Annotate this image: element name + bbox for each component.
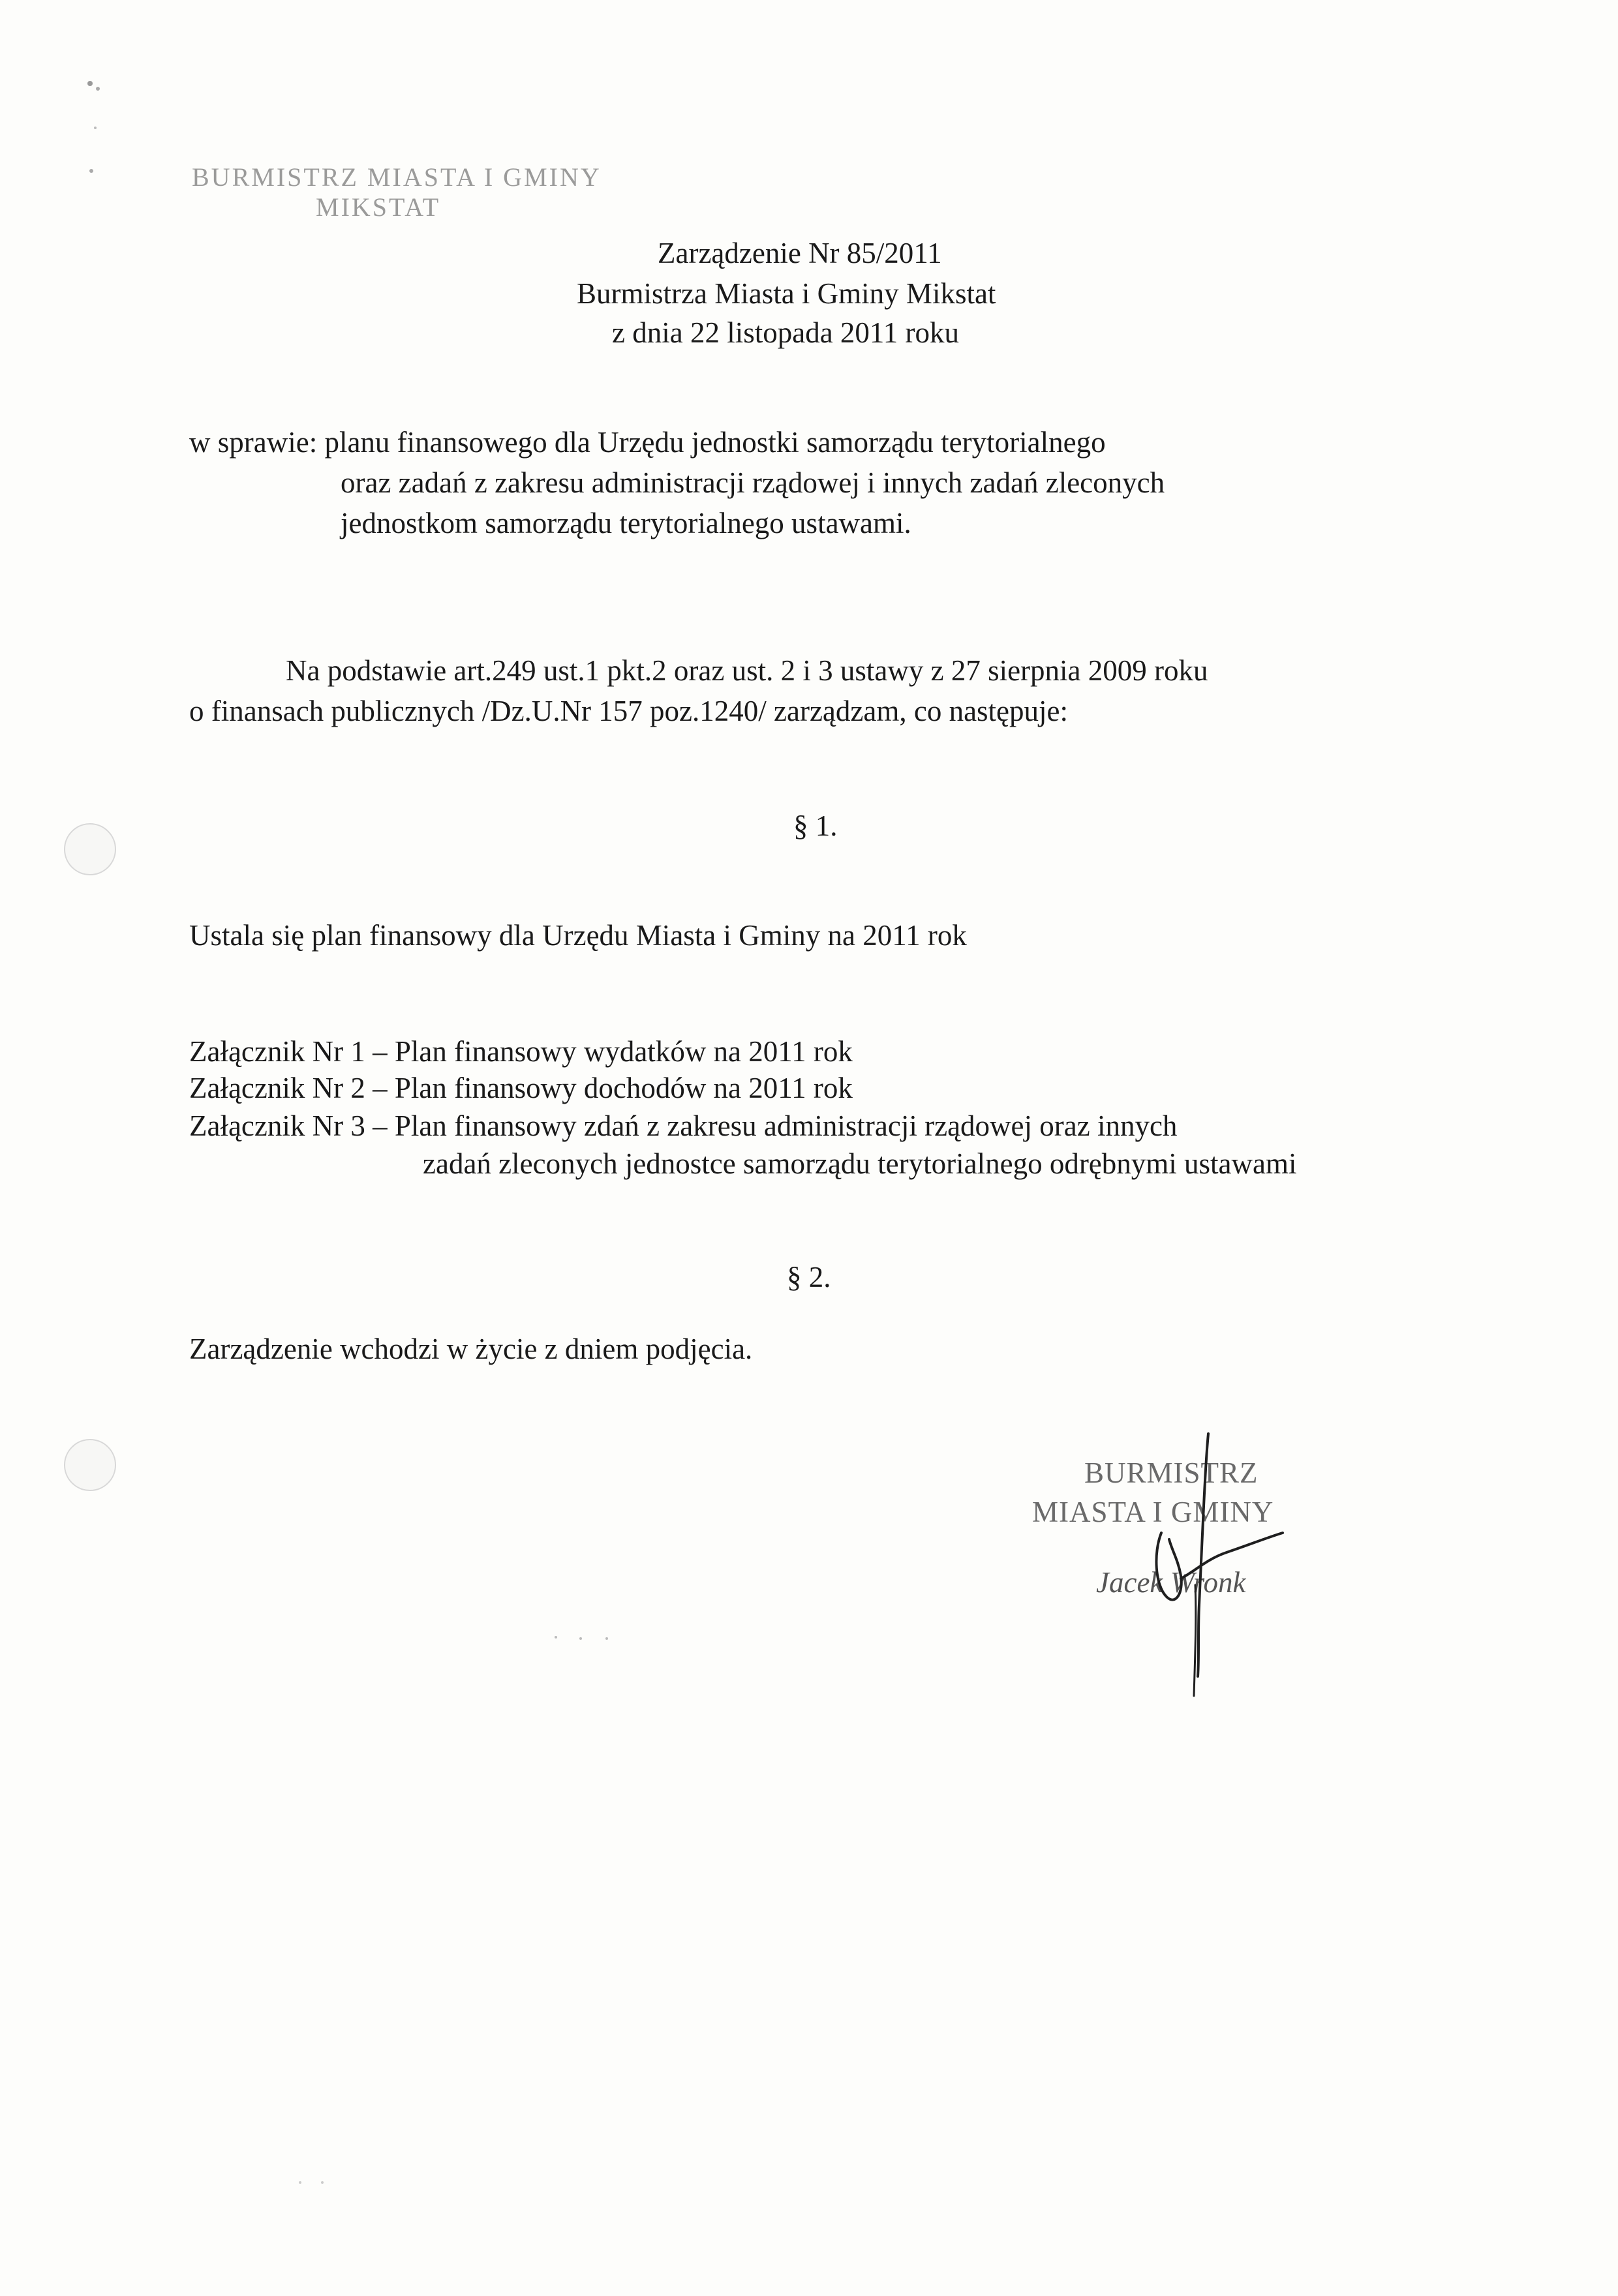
header-stamp-line-2: MIKSTAT [316, 192, 441, 222]
signature-stamp-line-1: BURMISTRZ [1084, 1457, 1259, 1489]
title-line-1: Zarządzenie Nr 85/2011 [658, 237, 942, 269]
attachment-line-1: Załącznik Nr 1 – Plan finansowy wydatków na 2011 rok [189, 1035, 853, 1068]
basis-line-1: Na podstawie art.249 ust.1 pkt.2 oraz ust. 2 i 3 ustawy z 27 sierpnia 2009 roku [286, 654, 1208, 687]
title-line-2: Burmistrza Miasta i Gminy Mikstat [577, 277, 996, 310]
header-stamp-line-1: BURMISTRZ MIASTA I GMINY [192, 162, 602, 192]
subject-line-3: jednostkom samorządu terytorialnego ustawami. [341, 507, 911, 539]
title-line-3: z dnia 22 listopada 2011 roku [612, 316, 959, 349]
subject-line-1: w sprawie: planu finansowego dla Urzędu jednostki samorządu terytorialnego [189, 426, 1106, 459]
attachment-line-2: Załącznik Nr 2 – Plan finansowy dochodów na 2011 rok [189, 1072, 853, 1104]
section-2-mark: § 2. [787, 1261, 831, 1293]
attachment-line-3: Załącznik Nr 3 – Plan finansowy zdań z zakresu administracji rządowej oraz innych [189, 1110, 1178, 1142]
basis-line-2: o finansach publicznych /Dz.U.Nr 157 poz.1240/ zarządzam, co następuje: [189, 695, 1069, 727]
signature-name: Jacek Wronk [1096, 1566, 1246, 1599]
subject-line-2: oraz zadań z zakresu administracji rządowej i innych zadań zleconych [341, 466, 1165, 499]
section-1-mark: § 1. [793, 809, 838, 842]
signature-stamp-line-2: MIASTA I GMINY [1032, 1496, 1274, 1528]
section-1-text: Ustala się plan finansowy dla Urzędu Miasta i Gminy na 2011 rok [189, 919, 967, 952]
attachment-line-4: zadań zleconych jednostce samorządu terytorialnego odrębnymi ustawami [423, 1147, 1297, 1180]
handwritten-signature [1135, 1422, 1305, 1709]
section-2-text: Zarządzenie wchodzi w życie z dniem podjęcia. [189, 1333, 753, 1365]
